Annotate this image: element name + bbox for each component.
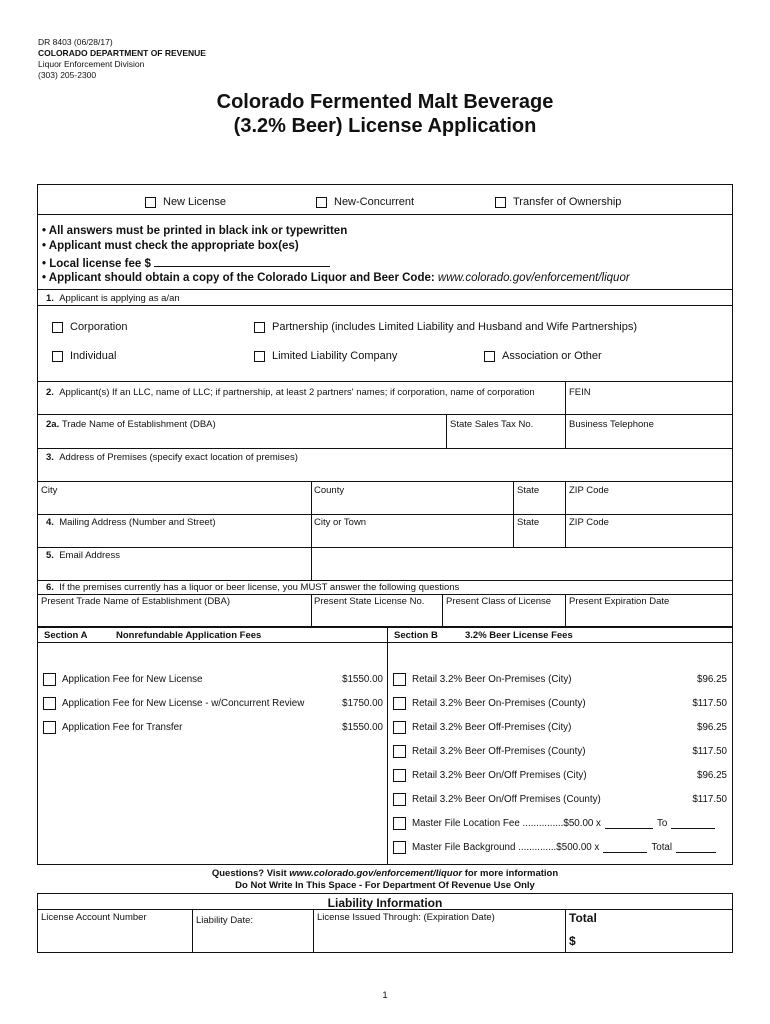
- department-name: COLORADO DEPARTMENT OF REVENUE: [38, 48, 206, 58]
- liability-date-field[interactable]: Liability Date:: [196, 915, 254, 926]
- present-class-field[interactable]: Present Class of License: [446, 596, 552, 607]
- divider: [565, 381, 566, 414]
- applicant-llc[interactable]: Limited Liability Company: [254, 350, 397, 362]
- fee-offprem-county[interactable]: Retail 3.2% Beer Off-Premises (County) $117.50: [393, 745, 727, 758]
- section-a-title: Nonrefundable Application Fees: [116, 630, 262, 641]
- premises-county-field[interactable]: County: [314, 485, 345, 496]
- division-name: Liquor Enforcement Division: [38, 59, 145, 69]
- license-account-field[interactable]: License Account Number: [41, 912, 147, 923]
- divider: [37, 547, 733, 548]
- divider: [565, 909, 566, 953]
- premises-city-field[interactable]: City: [41, 485, 58, 496]
- checkbox[interactable]: [393, 745, 406, 758]
- applicant-individual[interactable]: Individual: [52, 350, 116, 362]
- checkbox[interactable]: [43, 721, 56, 734]
- checkbox[interactable]: [254, 351, 265, 362]
- divider: [565, 414, 566, 448]
- checkbox[interactable]: [393, 721, 406, 734]
- license-type-new[interactable]: New License: [145, 196, 226, 208]
- checkbox[interactable]: [393, 697, 406, 710]
- divider: [311, 481, 312, 580]
- checkbox[interactable]: [484, 351, 495, 362]
- premises-state-field[interactable]: State: [517, 485, 540, 496]
- checkbox[interactable]: [52, 351, 63, 362]
- checkbox[interactable]: [43, 697, 56, 710]
- divider: [37, 514, 733, 515]
- background-total-input[interactable]: [676, 842, 716, 853]
- business-phone-field[interactable]: Business Telephone: [569, 419, 654, 430]
- divider: [311, 594, 312, 626]
- local-fee-input[interactable]: [154, 256, 330, 267]
- checkbox[interactable]: [393, 673, 406, 686]
- divider: [37, 448, 733, 449]
- mailing-zip-field[interactable]: ZIP Code: [569, 517, 609, 528]
- divider: [37, 909, 733, 910]
- license-type-transfer[interactable]: Transfer of Ownership: [495, 196, 621, 208]
- license-type-concurrent[interactable]: New-Concurrent: [316, 196, 414, 208]
- liquor-code-link[interactable]: www.colorado.gov/enforcement/liquor: [437, 272, 630, 284]
- fee-transfer[interactable]: Application Fee for Transfer $1550.00: [43, 721, 383, 734]
- checkbox[interactable]: [393, 769, 406, 782]
- fee-onprem-city[interactable]: Retail 3.2% Beer On-Premises (City) $96.25: [393, 673, 727, 686]
- location-count-input[interactable]: [605, 818, 653, 829]
- form-id: DR 8403 (06/28/17): [38, 37, 113, 47]
- instruction-1: • All answers must be printed in black ink or typewritten: [42, 225, 348, 237]
- premises-address-field[interactable]: 3. Address of Premises (specify exact location of premises): [46, 452, 298, 463]
- divider: [37, 381, 733, 382]
- applicant-corporation[interactable]: Corporation: [52, 321, 127, 333]
- section-b-title: 3.2% Beer License Fees: [465, 630, 573, 641]
- master-file-location[interactable]: Master File Location Fee ............... $50.00 x To: [393, 817, 729, 830]
- divider: [387, 626, 388, 865]
- page-title-line1: Colorado Fermented Malt Beverage: [216, 91, 554, 113]
- divider: [446, 414, 447, 448]
- checkbox[interactable]: [43, 673, 56, 686]
- applicant-partnership[interactable]: Partnership (includes Limited Liability and Husband and Wife Partnerships): [254, 321, 637, 333]
- divider: [37, 481, 733, 482]
- total-amount-field[interactable]: $: [569, 934, 576, 948]
- mailing-address-field[interactable]: 4. Mailing Address (Number and Street): [46, 517, 216, 528]
- mailing-state-field[interactable]: State: [517, 517, 540, 528]
- checkbox[interactable]: [254, 322, 265, 333]
- mailing-city-field[interactable]: City or Town: [314, 517, 367, 528]
- location-total-input[interactable]: [671, 818, 715, 829]
- master-file-background[interactable]: Master File Background .............. $500.00 x Total: [393, 841, 729, 854]
- liability-title: Liability Information: [327, 896, 443, 910]
- license-issued-field[interactable]: License Issued Through: (Expiration Date): [317, 912, 495, 923]
- section-b-label: Section B: [394, 630, 438, 641]
- trade-name-field[interactable]: 2a. Trade Name of Establishment (DBA): [46, 419, 216, 430]
- fee-new-license[interactable]: Application Fee for New License $1550.00: [43, 673, 383, 686]
- no-write-notice: Do Not Write In This Space - For Department Of Revenue Use Only: [235, 880, 535, 891]
- fee-new-concurrent[interactable]: Application Fee for New License - w/Concurrent Review $1750.00: [43, 697, 383, 710]
- present-license-no-field[interactable]: Present State License No.: [314, 596, 425, 607]
- checkbox[interactable]: [393, 817, 406, 830]
- divider: [37, 642, 733, 643]
- questions-line: Questions? Visit www.colorado.gov/enforcement/liquor for more information: [211, 868, 559, 879]
- sales-tax-field[interactable]: State Sales Tax No.: [450, 419, 534, 430]
- instruction-3: • Local license fee $: [42, 256, 330, 270]
- divider: [313, 909, 314, 953]
- divider: [565, 594, 566, 626]
- division-phone: (303) 205-2300: [38, 70, 97, 80]
- fee-onoff-city[interactable]: Retail 3.2% Beer On/Off Premises (City) $96.25: [393, 769, 727, 782]
- divider: [192, 909, 193, 953]
- divider: [37, 626, 733, 628]
- instruction-2: • Applicant must check the appropriate box(es): [42, 240, 299, 252]
- present-trade-name-field[interactable]: Present Trade Name of Establishment (DBA): [41, 596, 231, 607]
- email-field[interactable]: 5. Email Address: [46, 550, 120, 561]
- instruction-4: • Applicant should obtain a copy of the Colorado Liquor and Beer Code: www.colorado.gov/enforcement/liquor: [42, 272, 630, 284]
- checkbox[interactable]: [52, 322, 63, 333]
- fee-onoff-county[interactable]: Retail 3.2% Beer On/Off Premises (County) $117.50: [393, 793, 727, 806]
- fein-field[interactable]: FEIN: [569, 387, 591, 398]
- fee-onprem-county[interactable]: Retail 3.2% Beer On-Premises (County) $117.50: [393, 697, 727, 710]
- checkbox[interactable]: [316, 197, 327, 208]
- checkbox[interactable]: [145, 197, 156, 208]
- premises-zip-field[interactable]: ZIP Code: [569, 485, 609, 496]
- present-expiration-field[interactable]: Present Expiration Date: [569, 596, 670, 607]
- checkbox[interactable]: [393, 841, 406, 854]
- divider: [37, 305, 733, 306]
- q6-label: 6. If the premises currently has a liquor or beer license, you MUST answer the following questions: [46, 582, 460, 593]
- divider: [37, 414, 733, 415]
- applicant-association[interactable]: Association or Other: [484, 350, 602, 362]
- questions-link[interactable]: www.colorado.gov/enforcement/liquor: [289, 868, 463, 879]
- q1-label: 1. Applicant is applying as a/an: [46, 293, 180, 304]
- background-count-input[interactable]: [603, 842, 647, 853]
- divider: [37, 580, 733, 581]
- page-number: 1: [382, 990, 388, 1001]
- divider: [37, 214, 733, 215]
- checkbox[interactable]: [393, 793, 406, 806]
- fee-offprem-city[interactable]: Retail 3.2% Beer Off-Premises (City) $96.25: [393, 721, 727, 734]
- checkbox[interactable]: [495, 197, 506, 208]
- section-a-label: Section A: [44, 630, 88, 641]
- total-label: Total: [569, 911, 597, 925]
- divider: [37, 594, 733, 595]
- divider: [442, 594, 443, 626]
- q2-applicant-name-field[interactable]: 2. Applicant(s) If an LLC, name of LLC; if partnership, at least 2 partners' names; if corporation, name of corporation: [46, 387, 535, 398]
- page-title-line2: (3.2% Beer) License Application: [233, 115, 537, 137]
- divider: [37, 289, 733, 290]
